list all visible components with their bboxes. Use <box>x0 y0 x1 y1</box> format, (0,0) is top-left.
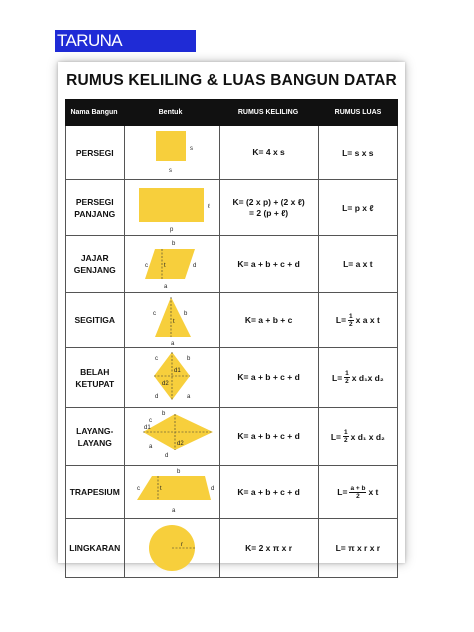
luas-formula <box>318 348 397 407</box>
kite-label-d: d <box>164 453 168 459</box>
luas-formula: L= p x ℓ <box>318 180 397 235</box>
luas-formula: L= a x t <box>318 236 397 292</box>
rhombus-label-b: b <box>186 356 190 362</box>
keliling-formula: K= a + b + c + d <box>219 466 318 518</box>
keliling-formula: K= 4 x s <box>219 126 318 179</box>
keliling-formula-line2: = 2 (p + ℓ) <box>249 207 289 218</box>
square-bottom-label: s <box>168 168 172 174</box>
table-row <box>65 236 398 293</box>
keliling-formula: K= 2 x π x r <box>219 519 318 577</box>
table-row <box>65 408 398 466</box>
trapezoid-fill <box>137 476 211 500</box>
triangle-label-b: b <box>183 311 187 317</box>
rhombus-label-d: d <box>154 394 158 400</box>
table-row <box>65 293 398 348</box>
triangle-label-t: t <box>172 319 175 325</box>
fraction-numerator: 1 <box>343 429 348 436</box>
triangle-label-a: a <box>170 341 174 347</box>
parallelogram-shape <box>125 236 219 292</box>
fraction-denominator: 2 <box>345 378 349 385</box>
row-name: LAYANG-LAYANG <box>76 425 114 448</box>
circle-shape <box>125 519 219 577</box>
row-name: LINGKARAN <box>69 543 121 553</box>
trapezoid-label-d: d <box>210 486 214 492</box>
luas-formula: L= s x s <box>318 126 397 179</box>
rhombus-label-c: c <box>154 356 158 362</box>
shape-cell <box>124 236 219 292</box>
triangle-shape <box>125 293 219 347</box>
luas-fraction <box>349 485 366 500</box>
row-name: JAJAR GENJANG <box>73 253 116 275</box>
rect-shape <box>125 180 219 235</box>
parallelogram-label-t: t <box>163 263 166 269</box>
square-shape <box>125 126 219 179</box>
shape-cell <box>124 293 219 347</box>
kite-label-c: c <box>148 418 152 424</box>
parallelogram-label-d: d <box>192 263 196 269</box>
header-rumus-luas: RUMUS LUAS <box>334 109 382 116</box>
rhombus-label-d2: d2 <box>161 381 169 387</box>
rhombus-label-a: a <box>186 394 190 400</box>
square-side-label: s <box>189 146 193 152</box>
fraction-numerator: a + b <box>350 484 366 492</box>
triangle-fill <box>152 297 191 337</box>
triangle-label-c: c <box>152 311 156 317</box>
page-title: RUMUS KELILING & LUAS BANGUN DATAR <box>66 72 397 89</box>
formula-card <box>58 62 405 563</box>
luas-suffix: x d₁x d₂ <box>351 372 384 383</box>
trapezoid-label-a: a <box>171 508 175 514</box>
fraction-denominator: 2 <box>356 492 360 500</box>
luas-formula <box>318 466 397 518</box>
square-fill <box>156 131 186 161</box>
kite-shape <box>125 408 219 465</box>
row-name: TRAPESIUM <box>69 487 120 497</box>
luas-suffix: x a x t <box>355 315 380 325</box>
luas-prefix: L= <box>332 372 343 383</box>
shape-cell <box>124 180 219 235</box>
formula-table <box>65 126 398 578</box>
keliling-formula: K= (2 x p) + (2 x ℓ) <box>232 196 305 207</box>
keliling-formula: K= a + b + c + d <box>219 236 318 292</box>
rect-length-label: p <box>169 227 173 233</box>
keliling-formula-cell <box>219 180 318 235</box>
table-row <box>65 180 398 236</box>
shape-cell <box>124 519 219 577</box>
keliling-formula: K= a + b + c + d <box>219 408 318 465</box>
row-name: SEGITIGA <box>74 315 116 325</box>
luas-formula <box>318 293 397 347</box>
luas-suffix: x d₁ x d₂ <box>350 431 385 442</box>
luas-prefix: L= <box>335 315 347 325</box>
header-nama-bangun: Nama Bangun <box>70 109 118 116</box>
parallelogram-label-b: b <box>171 241 175 247</box>
fraction-numerator: 1 <box>349 312 353 320</box>
luas-fraction <box>344 370 350 385</box>
circle-label-r: r <box>180 542 183 548</box>
shape-cell <box>124 466 219 518</box>
kite-label-d1: d1 <box>143 425 151 431</box>
brand-label: TARUNA <box>55 30 196 52</box>
table-row <box>65 519 398 578</box>
trapezoid-shape <box>125 466 219 518</box>
trapezoid-label-c: c <box>136 486 140 492</box>
shape-cell <box>124 408 219 465</box>
header-bentuk: Bentuk <box>158 109 183 116</box>
table-row <box>65 348 398 408</box>
kite-label-a: a <box>148 444 152 450</box>
rhombus-label-d1: d1 <box>173 368 181 374</box>
table-header <box>65 99 398 126</box>
rhombus-shape <box>125 348 219 407</box>
parallelogram-label-c: c <box>144 263 148 269</box>
parallelogram-label-a: a <box>163 284 167 290</box>
trapezoid-label-b: b <box>176 469 180 475</box>
kite-label-d2: d2 <box>176 441 184 447</box>
luas-prefix: L= <box>337 487 348 497</box>
fraction-denominator: 2 <box>349 320 353 328</box>
fraction-numerator: 1 <box>345 370 349 377</box>
table-row <box>65 126 398 180</box>
shape-cell <box>124 126 219 179</box>
keliling-formula: K= a + b + c <box>219 293 318 347</box>
luas-fraction <box>348 313 354 328</box>
row-name: PERSEGI PANJANG <box>74 196 116 219</box>
fraction-denominator: 2 <box>343 437 348 444</box>
keliling-formula: K= a + b + c + d <box>219 348 318 407</box>
row-name: BELAH KETUPAT <box>75 366 115 389</box>
luas-formula: L= π x r x r <box>318 519 397 577</box>
table-row <box>65 466 398 519</box>
shape-cell <box>124 348 219 407</box>
luas-fraction <box>343 429 349 444</box>
parallelogram-fill <box>145 249 195 279</box>
luas-prefix: L= <box>330 431 341 442</box>
luas-suffix: x t <box>368 487 379 497</box>
header-rumus-keliling: RUMUS KELILING <box>237 109 299 116</box>
rect-fill <box>139 188 204 222</box>
row-name: PERSEGI <box>75 147 114 158</box>
kite-label-b: b <box>161 411 165 417</box>
rect-width-label: ℓ <box>207 204 210 210</box>
luas-formula <box>318 408 397 465</box>
trapezoid-label-t: t <box>159 486 162 492</box>
